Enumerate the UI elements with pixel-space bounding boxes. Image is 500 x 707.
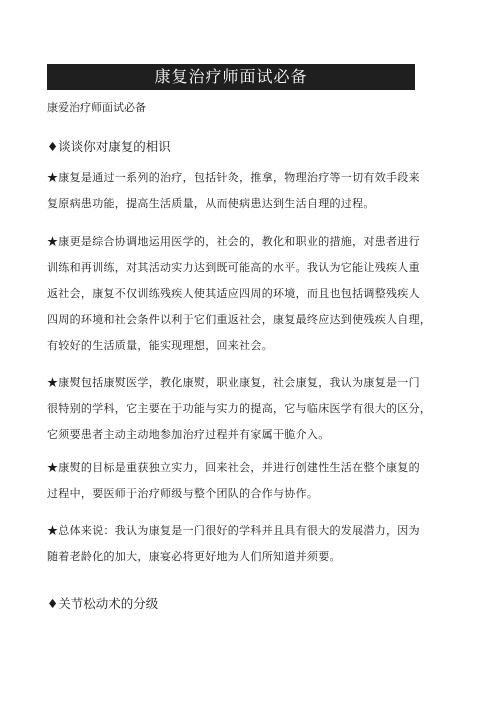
paragraph-rehab-summary: [47, 518, 427, 570]
paragraph-rehab-definition: [47, 165, 427, 217]
paragraph-line: ★康熨的目标是重获独立实力，回来社会，并进行创建性生活在整个康复的: [47, 461, 420, 474]
paragraph-line: 随着老龄化的加大，康宴必将更好地为人们所知道并须要。: [47, 550, 341, 563]
document-title: 康复治疗师面试必备: [47, 64, 415, 90]
paragraph-line: 很特别的学科，它主要在于功能与实力的提高，它与临床医学有很大的区分，: [47, 402, 432, 415]
paragraph-rehab-goal: [47, 455, 427, 507]
paragraph-line: 过程中，要医师于治疗师级与整个团队的合作与协作。: [47, 487, 319, 500]
paragraph-line: 四周的环境和社会条件以利于它们重返社会，康复最终应达到使残疾人自理，: [47, 313, 432, 326]
paragraph-rehab-scope: [47, 370, 432, 448]
paragraph-line: ★康复是通过一系列的治疗，包括针灸，推拿，物理治疗等一切有效手段来: [47, 171, 420, 184]
paragraph-line: ★康更是综合协调地运用医学的，社会的，教化和职业的措施，对患者进行: [47, 235, 420, 248]
paragraph-line: 返社会，康复不仅训练残疾人使其适应四周的环境，而且也包括调整残疾人: [47, 287, 420, 300]
paragraph-line: 复原病患功能，提高生活质量，从而使病患达到生活自理的过程。: [47, 197, 375, 210]
paragraph-line: 它须要患者主动主动地参加治疗过程并有家属干脆介入。: [47, 428, 330, 441]
section-heading-joint-mobilization: ♦关节松动术的分级: [47, 596, 159, 611]
paragraph-line: 有较好的生活质量，能实现理想，回来社会。: [47, 339, 273, 352]
paragraph-line: 训练和再训练，对其活动实力达到既可能高的水平。我认为它能让残疾人重: [47, 261, 420, 274]
document-subtitle: 康爱治疗师面试必备: [47, 101, 146, 114]
paragraph-rehab-comprehensive: [47, 229, 432, 359]
section-heading-rehab-understanding: ♦谈谈你对康复的相识: [47, 139, 171, 154]
paragraph-line: ★康熨包括康熨医学，教化康熨，职业康复，社会康复，我认为康复是一门: [47, 376, 420, 389]
paragraph-line: ★总体来说：我认为康复是一门很好的学科并且具有很大的发展潜力，因为: [47, 524, 420, 537]
